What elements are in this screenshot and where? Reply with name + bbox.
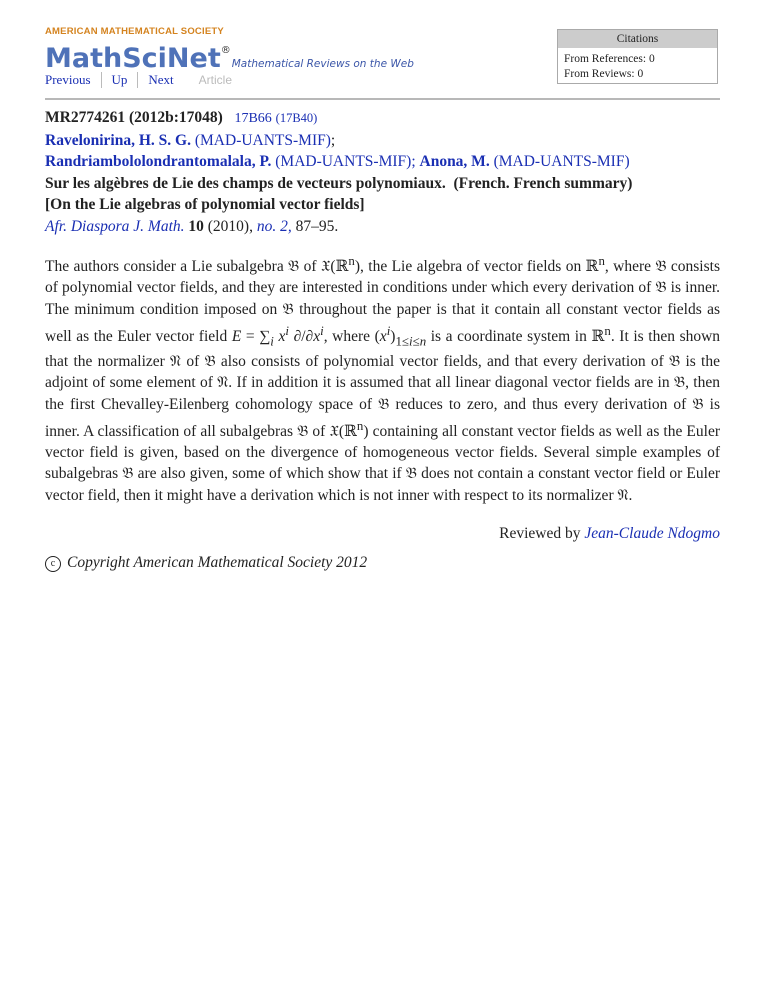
article-title-english: [On the Lie algebras of polynomial vector fields] <box>45 196 365 213</box>
logo-wordmark: MathSciNet <box>45 43 221 74</box>
previous-link[interactable]: Previous <box>45 72 91 87</box>
article-title-french: Sur les algèbres de Lie des champs de vecteurs polynomiaux. <box>45 174 446 192</box>
next-link[interactable]: Next <box>137 72 183 88</box>
copyright-text: Copyright American Mathematical Society 2012 <box>67 554 368 571</box>
article-language: (French. French summary) <box>453 174 633 192</box>
author-affiliation[interactable]: (MAD-UANTS-MIF) <box>493 153 630 170</box>
mr-number: MR2774261 (2012b:17048) <box>45 109 223 126</box>
secondary-classification-link[interactable]: (17B40) <box>275 111 318 125</box>
copyright-symbol: c <box>45 556 61 572</box>
author-link[interactable]: Anona, M. <box>419 153 490 170</box>
author-affiliation[interactable]: (MAD-UANTS-MIF) <box>194 131 331 149</box>
citations-from-reviews[interactable]: From Reviews: 0 <box>564 68 644 80</box>
reviewer-link[interactable]: Jean-Claude Ndogmo <box>584 525 720 542</box>
journal-volume: 10 <box>188 217 204 235</box>
copyright-notice <box>45 554 367 572</box>
article-link-disabled: Article <box>198 73 233 87</box>
author-affiliation[interactable]: (MAD-UANTS-MIF) <box>275 153 412 170</box>
author-separator: ; <box>330 131 336 149</box>
header-divider <box>45 98 720 100</box>
citations-title: Citations <box>558 30 717 48</box>
record-nav <box>45 72 232 88</box>
review-attribution <box>499 525 720 543</box>
reviewed-by-label: Reviewed by <box>499 525 581 542</box>
record-metadata <box>45 107 725 237</box>
ams-label: AMERICAN MATHEMATICAL SOCIETY <box>45 26 224 37</box>
journal-link[interactable]: Afr. Diaspora J. Math. <box>45 217 185 235</box>
logo-tagline: Mathematical Reviews on the Web <box>231 58 414 70</box>
journal-year: (2010), <box>207 217 253 235</box>
review-abstract: The authors consider a Lie subalgebra 𝔅 of 𝔛(ℝ$^n$), the Lie algebra of vector fields on ℝ$^n$, where 𝔅 consists of polynomial vector fields, and they are interested in conditions under which every derivation of 𝔅 is inner. The minimum condition imposed on 𝔅 throughout the paper is that it contain all constant vector fields as well as the Euler vector field $E = \sum_i$ $x^i$ $\partial/\partial x^i$, where $(x^i)_{1\le i\le n}$ is a coordinate system in ℝ$^n$. It is then shown that the normalizer 𝔑 of 𝔅 also consists of polynomial vector fields, and that every derivation of 𝔅 is the adjoint of some element of 𝔑. If in addition it is assumed that all linear diagonal vector fields are in 𝔅, then the first Chevalley-Eilenberg cohomology space of 𝔅 reduces to zero, and thus every derivation of 𝔅 is inner. A classification of all subalgebras 𝔅 of 𝔛(ℝ$^n$) containing all constant vector fields as well as the Euler vector field is given, based on the divergence of homogeneous vector fields. Several simple examples of subalgebras 𝔅 are also given, some of which show that if 𝔅 does not contain a constant vector field or Euler vector field, then it might have a derivation which is not inner with respect to its normalizer 𝔑. <box>45 253 721 504</box>
author-link[interactable]: Randriambololondrantomalala, P. <box>45 153 272 170</box>
citations-box <box>557 29 718 84</box>
journal-pages: 87–95. <box>295 217 339 235</box>
author-separator: ; <box>411 153 416 170</box>
registered-mark: ® <box>220 45 231 56</box>
up-link[interactable]: Up <box>101 72 138 88</box>
mathscinet-logo[interactable] <box>45 26 414 77</box>
issue-link[interactable]: no. 2, <box>256 217 292 235</box>
citations-from-references[interactable]: From References: 0 <box>564 53 655 65</box>
primary-classification-link[interactable]: 17B66 <box>234 111 272 126</box>
author-link[interactable]: Ravelonirina, H. S. G. <box>45 131 191 149</box>
